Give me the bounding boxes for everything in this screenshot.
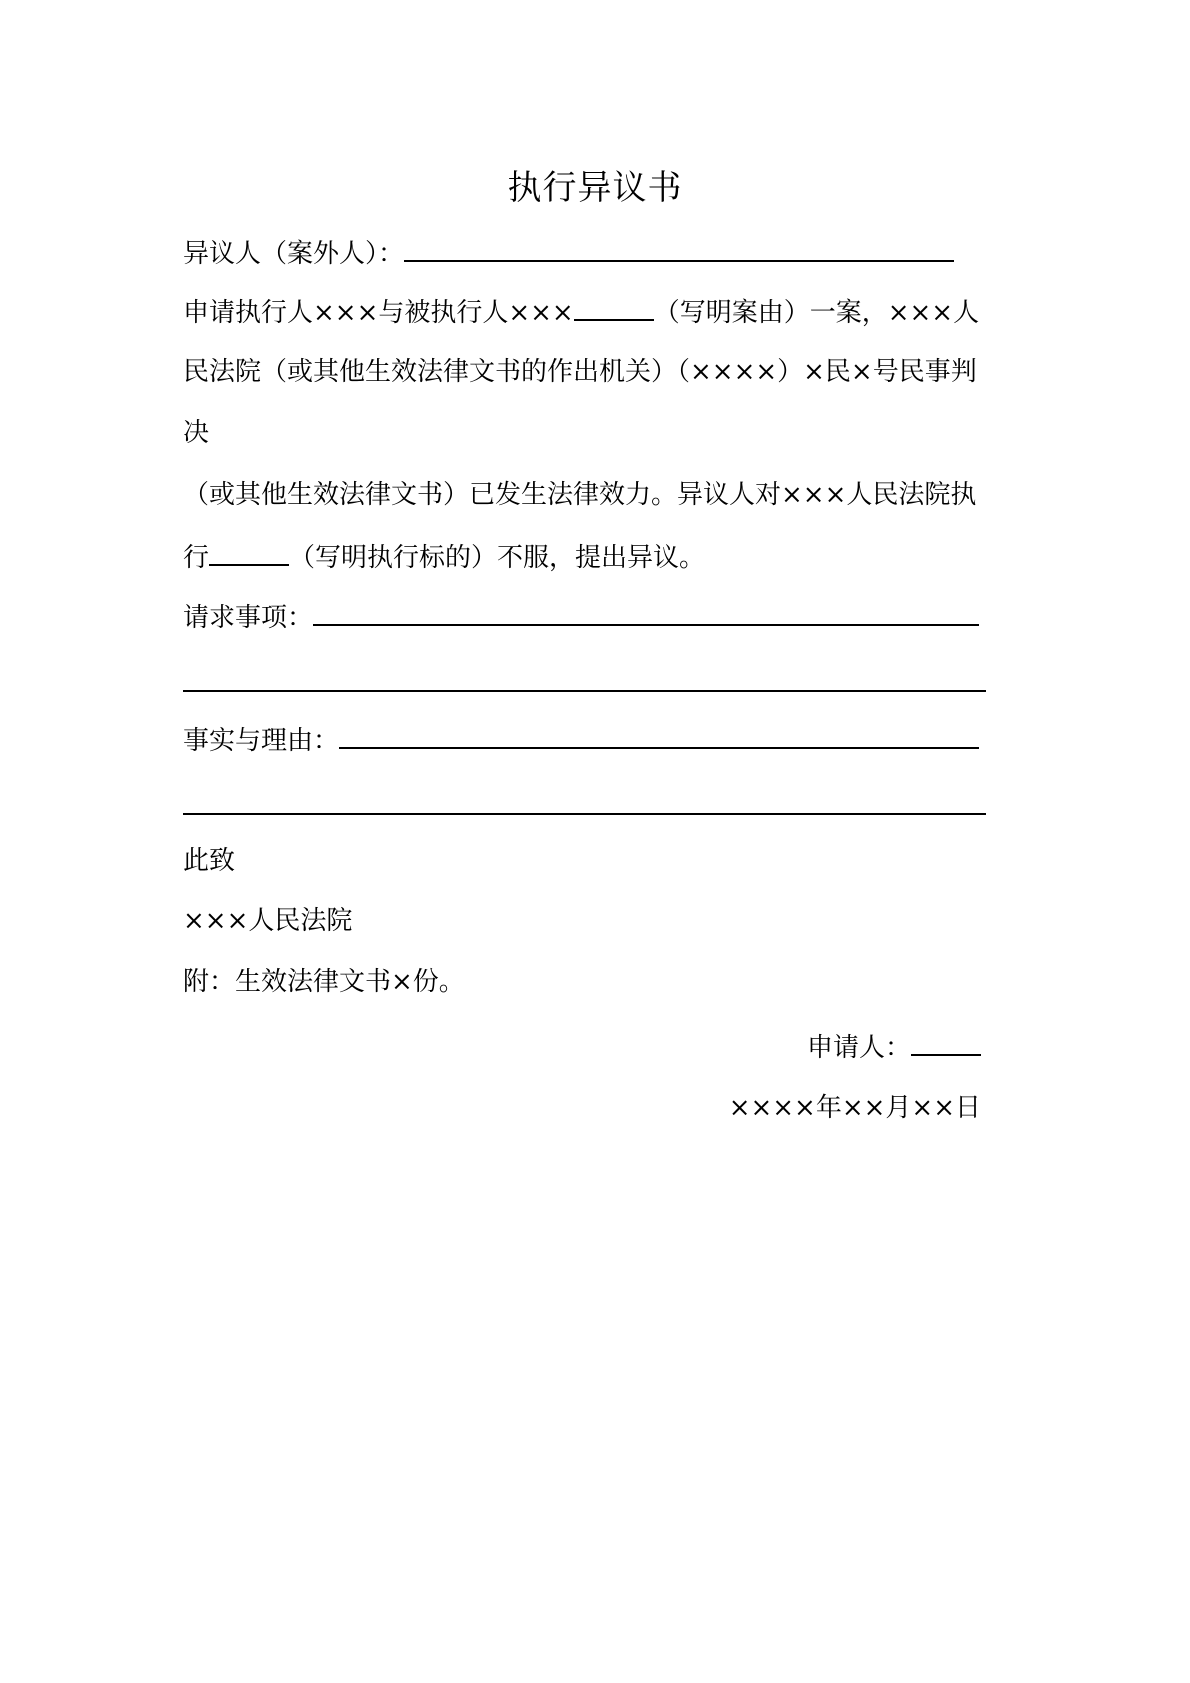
execution-target-blank[interactable]	[209, 536, 289, 566]
para1-line3: 决	[183, 418, 210, 448]
para1-line2: 民法院（或其他生效法律文书的作出机关）（××××）×民×号民事判	[183, 357, 977, 387]
claims-label: 请求事项：	[183, 603, 314, 633]
date-text: ××××年××月××日	[728, 1093, 981, 1123]
facts-label: 事实与理由：	[183, 726, 340, 756]
para1-line5-text-a: 行	[183, 543, 210, 573]
para1-line1-text-a: 申请执行人×××与被执行人×××	[183, 298, 574, 328]
para1-line5-text-b: （写明执行标的）不服，提出异议。	[289, 543, 706, 573]
claims-blank[interactable]	[313, 596, 979, 626]
para1-line4: （或其他生效法律文书）已发生法律效力。异议人对×××人民法院执	[183, 480, 977, 510]
facts-blank[interactable]	[339, 719, 979, 749]
document-title: 执行异议书	[507, 168, 683, 208]
para1-line1	[183, 291, 979, 333]
facts-line	[183, 719, 979, 761]
court-name: ×××人民法院	[183, 906, 353, 936]
applicant-blank[interactable]	[911, 1026, 981, 1056]
objector-label: 异议人（案外人）：	[183, 239, 405, 269]
closing-text: 此致	[183, 846, 236, 876]
objector-line	[183, 232, 954, 274]
para1-line5	[183, 536, 705, 578]
case-cause-blank[interactable]	[574, 291, 654, 321]
applicant-line	[807, 1026, 981, 1068]
facts-blank-line-2[interactable]	[183, 813, 986, 815]
claims-line	[183, 596, 979, 638]
para1-line1-text-b: （写明案由）一案，×××人	[653, 298, 980, 328]
objector-blank[interactable]	[404, 232, 954, 262]
claims-blank-line-2[interactable]	[183, 690, 986, 692]
applicant-label: 申请人：	[806, 1033, 911, 1063]
attachment-text: 附：生效法律文书×份。	[183, 967, 465, 997]
